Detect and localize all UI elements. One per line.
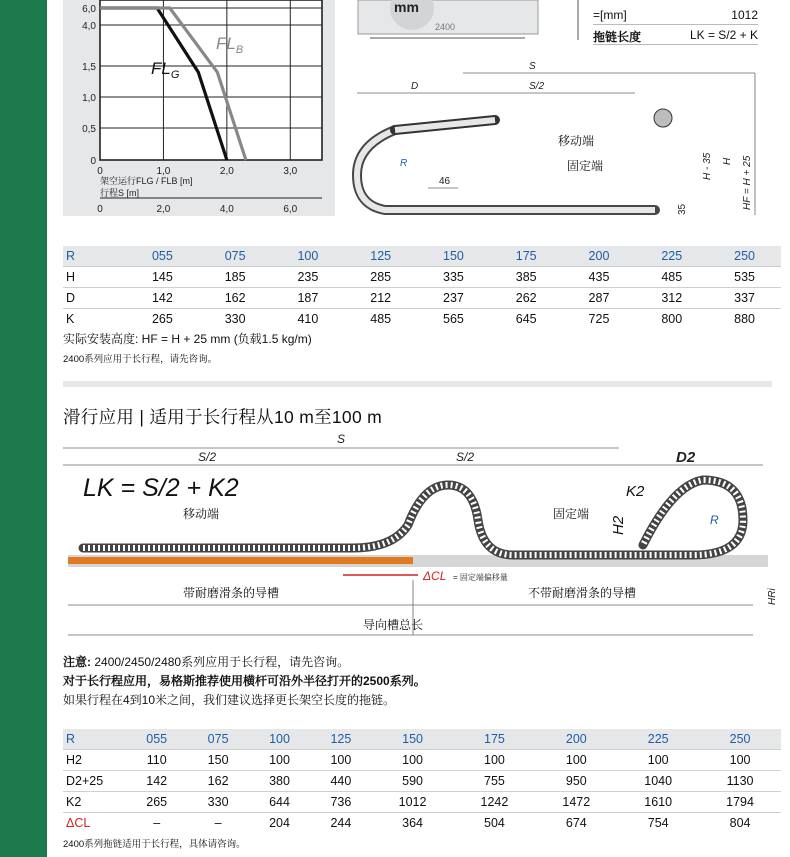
table-cell: 337 (708, 288, 781, 309)
g-dim-s: S (337, 432, 346, 446)
label-fl-g: $FL_G$ (151, 59, 180, 81)
table-cell: 950 (535, 771, 617, 792)
x-tick-label-top: 1,0 (156, 166, 171, 177)
table-cell: 312 (635, 288, 708, 309)
length-divider (593, 44, 758, 45)
table-row-label: H2 (63, 750, 126, 771)
y-tick-label: 1,0 (82, 93, 96, 104)
dim-h-minus-35: H - 35 (702, 152, 713, 180)
y-tick-label: 0 (90, 156, 96, 167)
section-divider (63, 381, 772, 387)
table-cell: 244 (310, 813, 371, 834)
notes2-line1-text: 2400/2450/2480系列应用于长行程，请先咨询。 (94, 655, 350, 669)
table-cell: 100 (535, 750, 617, 771)
chain-loop-outer (357, 130, 655, 210)
table-row-label: H (63, 267, 126, 288)
table-header-row (63, 729, 781, 750)
pitch-label: 46 (439, 176, 451, 187)
section2-title: 滑行应用 | 适用于长行程从10 m至100 m (63, 407, 383, 427)
unit-divider (593, 24, 758, 25)
notes2-line1 (63, 653, 349, 670)
table-header-cell: 200 (588, 249, 610, 263)
moving-end-bracket (654, 109, 672, 127)
table-cell: 1130 (699, 771, 781, 792)
table-row (63, 750, 781, 771)
brand-sidebar (0, 0, 47, 857)
table-cell: 287 (563, 288, 636, 309)
table-cell: 380 (249, 771, 310, 792)
table-header-cell: 100 (297, 249, 319, 263)
table-row (63, 288, 781, 309)
wear-strip (68, 557, 413, 564)
table-row-label: K (63, 309, 126, 330)
radius-label: R (400, 158, 408, 169)
x-tick-label-bottom: 4,0 (219, 204, 234, 215)
table-cell: 880 (708, 309, 781, 330)
table-cell: 485 (344, 309, 417, 330)
unit-label: =[mm] (593, 8, 627, 22)
g-delta-cl: ΔCL (423, 569, 447, 583)
table-header-cell: 075 (224, 249, 246, 263)
table-cell: 150 (187, 750, 248, 771)
table-cell: – (126, 813, 187, 834)
table-header-cell: 055 (146, 732, 168, 746)
table-header-cell: 150 (402, 732, 423, 746)
label-fl-b: $FL_B$ (216, 34, 244, 56)
table-cell: 265 (126, 309, 199, 330)
table-cell: 725 (563, 309, 636, 330)
moving-end-label: 移动端 (558, 134, 595, 148)
x-tick-label-bottom: 0 (97, 204, 103, 215)
chart-caption-1: 架空运行FLG / FLB [m] (100, 176, 193, 186)
notes2-line1-bold: 注意: (63, 655, 91, 669)
dim-s-label: S (529, 61, 536, 72)
length-row (593, 28, 758, 45)
g-with-strip: 带耐磨滑条的导槽 (183, 586, 280, 600)
unit-row (593, 8, 758, 22)
dim-d-label: D (411, 81, 419, 92)
y-tick-label: 1,5 (82, 62, 96, 73)
table-cell: 1242 (454, 792, 536, 813)
table-row-label: ΔCL (63, 813, 126, 834)
length-label: 拖链长度 (593, 30, 642, 44)
g-dim-s2-left: S/2 (198, 450, 217, 464)
notes2-line2: 对于长行程应用，易格斯推荐使用横杆可沿外半径打开的2500系列。 (63, 674, 426, 688)
table1-note-small: 2400系列应用于长行程，请先咨询。 (63, 354, 218, 365)
table-cell: 204 (249, 813, 310, 834)
x-tick-label-top: 0 (97, 166, 103, 177)
table-header-cell: 250 (734, 249, 755, 263)
table-row (63, 267, 781, 288)
table-cell: 262 (490, 288, 563, 309)
table-row (63, 792, 781, 813)
notes2-line3: 如果行程在4到10米之间，我们建议选择更长架空长度的拖链。 (63, 693, 396, 707)
table-cell: 645 (490, 309, 563, 330)
table-row (63, 813, 781, 834)
length-formula: LK = S/2 + K (689, 28, 758, 42)
table-cell: 804 (699, 813, 781, 834)
table-cell: 1610 (617, 792, 699, 813)
table-header-cell: 250 (729, 732, 751, 746)
table-cell: 674 (535, 813, 617, 834)
dim-35: 35 (677, 203, 688, 215)
table-cell: 644 (249, 792, 310, 813)
table-header-cell: 175 (484, 732, 505, 746)
table-cell: 590 (372, 771, 454, 792)
table-header-cell: 225 (661, 249, 683, 263)
table-cell: 565 (417, 309, 490, 330)
table-cell: 100 (454, 750, 536, 771)
table-cell: 100 (249, 750, 310, 771)
table-header-row (63, 246, 781, 267)
spec-table-2 (63, 729, 781, 833)
x-tick-label-top: 2,0 (219, 166, 234, 177)
table-header-cell: 055 (151, 249, 173, 263)
table-cell: 736 (310, 792, 371, 813)
table-cell: 364 (372, 813, 454, 834)
table-cell: 385 (490, 267, 563, 288)
table-cell: 237 (417, 288, 490, 309)
table-header-cell: 200 (565, 732, 587, 746)
chain-side-diagram (345, 55, 775, 230)
table-cell: 410 (272, 309, 345, 330)
spec-table-1 (63, 246, 781, 329)
table-cell: 100 (617, 750, 699, 771)
table-cell: 110 (126, 750, 187, 771)
g-moving-end: 移动端 (183, 507, 220, 521)
table-header-cell: 125 (370, 249, 392, 263)
table-header-cell: 100 (269, 732, 290, 746)
table-cell: 1012 (372, 792, 454, 813)
table-cell: 142 (126, 771, 187, 792)
table-cell: 440 (310, 771, 371, 792)
table-row (63, 771, 781, 792)
table-row (63, 309, 781, 330)
table-row-label: D2+25 (63, 771, 126, 792)
x-tick-label-bottom: 6,0 (283, 204, 298, 215)
g-dim-s2-right: S/2 (456, 450, 475, 464)
dim-h: H (722, 157, 733, 165)
table1-note: 实际安装高度: HF = H + 25 mm (负载1.5 kg/m) (63, 332, 312, 346)
table-cell: 100 (310, 750, 371, 771)
y-tick-label: 6,0 (82, 4, 96, 15)
g-radius: R (710, 513, 719, 527)
table-header-cell: R (66, 249, 76, 263)
table-cell: 100 (372, 750, 454, 771)
table-cell: 535 (708, 267, 781, 288)
table-header-cell: R (66, 732, 76, 746)
g-k2: K2 (626, 483, 645, 500)
dim-hf: HF = H + 25 (742, 155, 753, 210)
y-tick-label: 4,0 (82, 21, 96, 32)
x-tick-label-top: 3,0 (283, 166, 298, 177)
table-cell: 754 (617, 813, 699, 834)
table-header-cell: 150 (443, 249, 464, 263)
table-cell: 100 (699, 750, 781, 771)
table-cell: 285 (344, 267, 417, 288)
table-cell: 330 (199, 309, 272, 330)
table-cell: 504 (454, 813, 536, 834)
series-label: 2400 (435, 22, 456, 32)
dim-s2-label: S/2 (529, 81, 545, 92)
g-channel-total: 导向槽总长 (363, 618, 424, 632)
g-dim-d2: D2 (676, 449, 696, 466)
table-cell: 265 (126, 792, 187, 813)
table-row-label: K2 (63, 792, 126, 813)
table-cell: 330 (187, 792, 248, 813)
g-formula: LK = S/2 + K2 (83, 474, 239, 502)
chain-loop-inner (357, 130, 655, 210)
table-header-cell: 075 (207, 732, 229, 746)
g-delta-cl-note: = 固定端偏移量 (453, 573, 508, 582)
table-cell: 145 (126, 267, 199, 288)
table-cell: 485 (635, 267, 708, 288)
g-hri: HRi (767, 588, 778, 605)
g-without-strip: 不带耐磨滑条的导槽 (528, 586, 637, 600)
gliding-diagram (63, 430, 783, 645)
table-cell: 435 (563, 267, 636, 288)
table-cell: 212 (344, 288, 417, 309)
table-cell: 235 (272, 267, 345, 288)
table-cell: 185 (199, 267, 272, 288)
table-cell: 162 (199, 288, 272, 309)
table-cell: 755 (454, 771, 536, 792)
mm-label: mm (394, 0, 419, 15)
overhang-chart-panel (63, 0, 335, 216)
table-cell: 335 (417, 267, 490, 288)
overhang-chart (63, 0, 335, 216)
table-cell: 800 (635, 309, 708, 330)
chart-frame (100, 0, 322, 160)
table-cell: 1040 (617, 771, 699, 792)
table-cell: – (187, 813, 248, 834)
table-cell: 1472 (535, 792, 617, 813)
g-fixed-end: 固定端 (553, 507, 590, 521)
table-cell: 187 (272, 288, 345, 309)
table-cell: 142 (126, 288, 199, 309)
table-cell: 162 (187, 771, 248, 792)
fixed-end-label: 固定端 (567, 159, 604, 173)
table2-note-small: 2400系列拖链适用于长行程，具体请咨询。 (63, 839, 246, 850)
table-header-cell: 225 (647, 732, 669, 746)
x-tick-label-bottom: 2,0 (156, 204, 171, 215)
y-tick-label: 0,5 (82, 124, 96, 135)
g-h2: H2 (610, 515, 627, 535)
table-header-cell: 125 (330, 732, 352, 746)
table-header-cell: 175 (515, 249, 537, 263)
chart-caption-2: 行程S [m] (100, 188, 140, 198)
unit-value: 1012 (731, 8, 758, 22)
table-row-label: D (63, 288, 126, 309)
table-cell: 1794 (699, 792, 781, 813)
